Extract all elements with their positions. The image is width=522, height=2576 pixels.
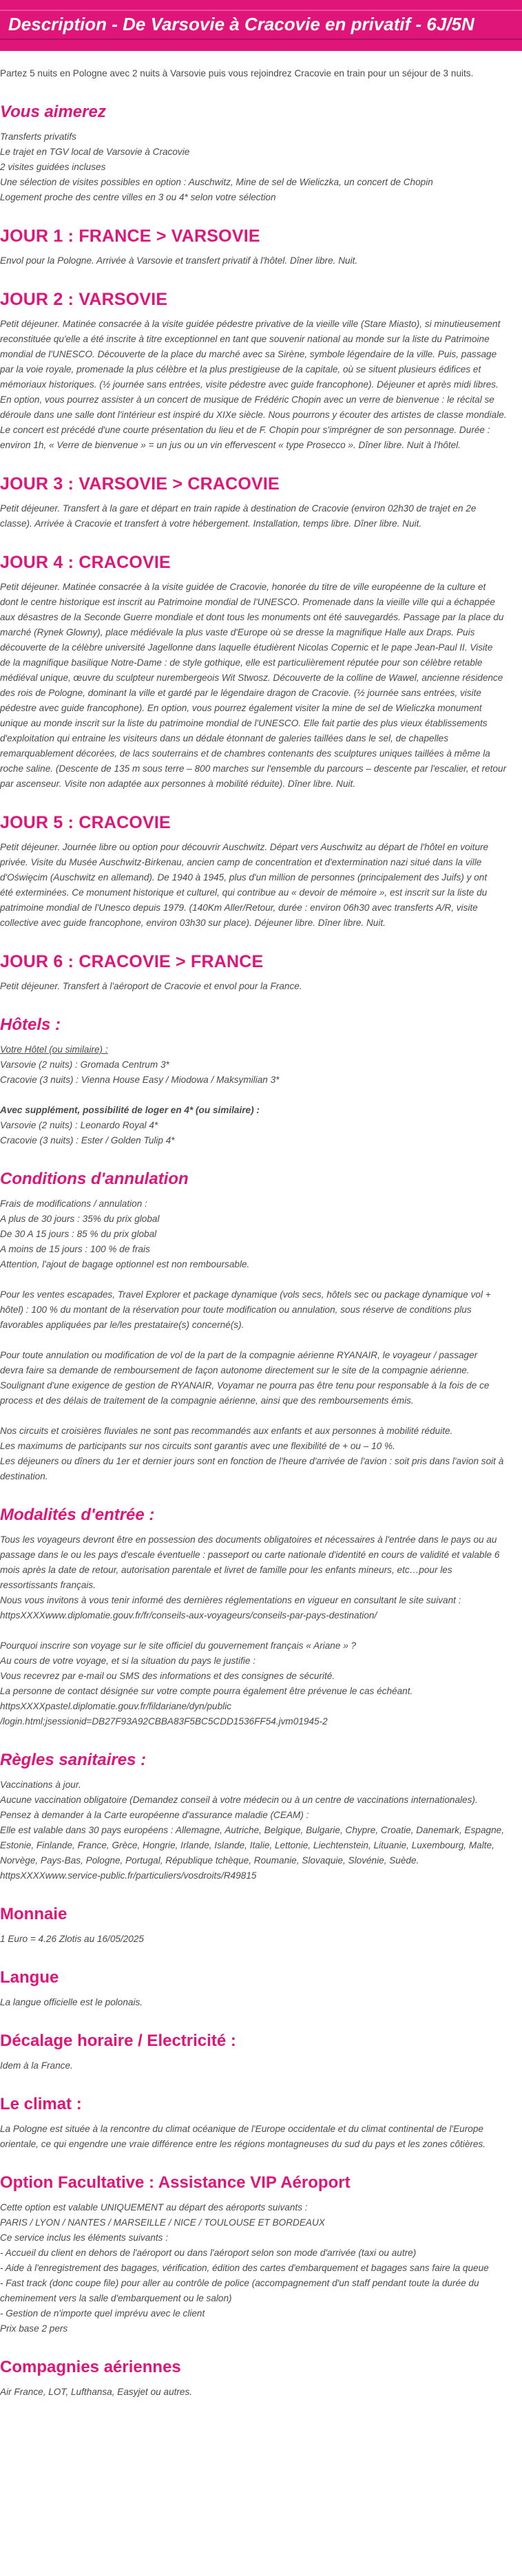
text-line: Aucune vaccination obligatoire (Demandez conseil à votre médecin ou à un centre de vaccinations internationales). [0, 1795, 478, 1805]
text-line: marché (Rynek Glowny), place médiévale la plus vaste d'Europe où se dresse la magnifique Halle aux Draps. Puis [0, 627, 475, 637]
hotels-supp-label: Avec supplément, possibilité de loger en 4* (ou similaire) : [0, 1105, 260, 1115]
text-line: patrimoine mondial de l'Unesco depuis 1979. (140Km Aller/Retour, durée : environ 06h30 avec transferts A/R, visite [0, 902, 478, 913]
compagnies-text: Air France, LOT, Lufthansa, Easyjet ou autres. [0, 2387, 193, 2397]
text-line: Vaccinations à jour. [0, 1780, 81, 1790]
conditions-text [0, 1196, 510, 1484]
day-4-heading: JOUR 4 : CRACOVIE [0, 553, 171, 572]
text-line: process et des délais de traitement de la compagnie aérienne, ainsi que des remboursements émis. [0, 1395, 414, 1406]
text-line: Vous recevrez par e-mail ou SMS des informations et des consignes de sécurité. [0, 1671, 335, 1681]
decalage-text: Idem à la France. [0, 2060, 73, 2071]
day-6-heading: JOUR 6 : CRACOVIE > FRANCE [0, 952, 264, 971]
list-item: Le trajet en TGV local de Varsovie à Cracovie [0, 147, 190, 157]
day-4-text [0, 580, 510, 792]
day-3-heading: JOUR 3 : VARSOVIE > CRACOVIE [0, 474, 280, 494]
option-vip-heading: Option Facultative : Assistance VIP Aéroport [0, 2173, 351, 2192]
regles-text [0, 1777, 510, 1883]
text-line: Frais de modifications / annulation : [0, 1199, 147, 1209]
text-line: - Accueil du client en dehors de l'aéroport ou dans l'aéroport selon son mode d'arrivée (taxi ou autre) [0, 2248, 417, 2258]
vous-aimerez-list [0, 129, 510, 205]
conditions-heading: Conditions d'annulation [0, 1170, 189, 1188]
title-banner [0, 0, 522, 51]
text-line: Pour toute annulation ou modification de vol de la part de la compagnie aérienne RYANAIR, le voyageur / passager [0, 1350, 478, 1360]
text-line: Ce service inclus les éléments suivants : [0, 2232, 169, 2243]
option-vip-text [0, 2200, 510, 2336]
text-line: des rois de Pologne, dominant la ville et gardé par le légendaire dragon de Cracovie. (½ journée sans entrées, visite [0, 688, 481, 698]
text-line: hôtel) : 100 % du montant de la réservation pour toute modification ou annulation, sous réserve de conditions plus [0, 1305, 472, 1315]
text-line: Estonie, Finlande, France, Grèce, Hongrie, Irlande, Islande, Italie, Lettonie, Liechtenstein, Lituanie, Luxembourg, Malte, [0, 1840, 494, 1850]
text-line: roche saline. (Descente de 135 m sous terre – 800 marches sur l'ensemble du parcours – descente par l'escalier, et retour [0, 763, 507, 774]
text-line: par ascenseur. Visite non adaptée aux personnes à mobilité réduite). Dîner libre. Nuit. [0, 779, 356, 789]
hotel-line: Varsovie (2 nuits) : Leonardo Royal 4* [0, 1120, 158, 1130]
text-line: d'exploitation qui entraine les visiteurs dans un dédale étonnant de galeries taillées dans le sel, de chapelles [0, 733, 448, 743]
text-line: Les déjeuners ou dîners du 1er et dernier jours sont en fonction de l'heure d'arrivée de l'avion : soit pris dans l'avion soit à [0, 1456, 504, 1466]
text-line: Petit déjeuner. Transfert à la gare et départ en train rapide à destination de Cracovie (environ 02h30 de trajet en 2e [0, 503, 477, 514]
hotel-line: Cracovie (3 nuits) : Ester / Golden Tulip 4* [0, 1135, 175, 1146]
day-2-heading: JOUR 2 : VARSOVIE [0, 290, 168, 309]
intro-text: Partez 5 nuits en Pologne avec 2 nuits à Varsovie puis vous rejoindrez Cracovie en train pour un séjour de 3 nuits. [0, 68, 474, 78]
text-line: été exterminées. Ce monument historique et culturel, qui contribue au « devoir de mémoire », est inscrit sur la liste du [0, 887, 488, 898]
langue-text: La langue officielle est le polonais. [0, 1997, 143, 2007]
hotels-base-label: Votre Hôtel (ou similaire) : [0, 1044, 108, 1055]
text-line: dont le centre historique est inscrit au Patrimoine mondial de l'UNESCO. Promenade dans la vieille ville qui a échappée [0, 597, 495, 607]
text-line: Petit déjeuner. Journée libre ou option pour découvrir Auschwitz. Départ vers Auschwitz au départ de l'hôtel en voiture [0, 842, 489, 852]
link-text[interactable]: httpsXXXXpastel.diplomatie.gouv.fr/fildariane/dyn/public [0, 1701, 232, 1711]
text-line: pédestre avec guide francophone). En option, vous pourrez également visiter la mine de sel de Wieliczka monument [0, 703, 482, 713]
text-line: A moins de 15 jours : 100 % de frais [0, 1244, 150, 1254]
text-line: Norvège, Pays-Bas, Pologne, Portugal, République tchèque, Roumanie, Slovaquie, Slovénie, Suède. [0, 1855, 419, 1866]
content [0, 66, 510, 2400]
text-line: reconstituée qu'elle a été inscrite à titre exceptionnel en tant que souvenir national au monde sur la liste du Patrimoine [0, 334, 490, 344]
text-line: par la voie royale, promenade la plus célèbre et la plus prestigieuse de la capitale, où se situent plusieurs édifices et [0, 364, 481, 374]
text-line: découverte de la célèbre université Jagellonne dans laquelle étudièrent Nicolas Copernic et le pape Jean-Paul II. Visite [0, 642, 493, 653]
decalage-heading: Décalage horaire / Electricité : [0, 2031, 236, 2050]
hotel-line: Cracovie (3 nuits) : Vienna House Easy / Miodowa / Maksymilian 3* [0, 1075, 280, 1085]
compagnies-heading: Compagnies aériennes [0, 2358, 181, 2376]
text-line: passage dans le ou les pays d'escale éventuelle : passeport ou carte nationale d'identité en cours de validité et valable 6 [0, 1550, 500, 1560]
text-line: mondial de l'UNESCO. Découverte de la place du marché avec sa Sirène, symbole légendaire de la ville. Puis, passage [0, 349, 497, 359]
text-line: cheminement vers la salle d'embarquement ou le salon) [0, 2293, 232, 2303]
text-line: devra faire sa demande de remboursement de façon autonome directement sur le site de la compagnie aérienne. [0, 1365, 470, 1375]
text-line: Pensez à demander à la Carte européenne d'assurance maladie (CEAM) : [0, 1810, 309, 1820]
text-line: classe). Arrivée à Cracovie et transfert à votre hébergement. Installation, temps libre. Dîner libre. Nuit. [0, 518, 422, 529]
modalites-text [0, 1532, 510, 1729]
text-line: En option, vous pourrez assister à un concert de musique de Frédéric Chopin avec un verre de bienvenue : le récital se [0, 394, 494, 405]
text-line: Au cours de votre voyage, et si la situation du pays le justifie : [0, 1656, 256, 1666]
page-title: Description - De Varsovie à Cracovie en privatif - 6J/5N [8, 14, 474, 34]
text-line: destination. [0, 1471, 48, 1481]
text-line: Le concert est précédé d'une courte présentation du lieu et de F. Chopin pour s'imprégner de son personnage. Durée : [0, 425, 490, 435]
text-line: Cette option est valable UNIQUEMENT au départ des aéroports suivants : [0, 2202, 308, 2213]
hotels-heading: Hôtels : [0, 1015, 61, 1034]
text-line: Elle est valable dans 30 pays européens : Allemagne, Autriche, Belgique, Bulgarie, Chypre, Croatie, Danemark, Espagne, [0, 1825, 504, 1835]
modalites-heading: Modalités d'entrée : [0, 1506, 155, 1524]
day-5-text [0, 840, 510, 931]
text-line: unique au monde inscrit sur la liste du patrimoine mondial de l'UNESCO. Elle fait partie des plus vieux établissements [0, 718, 488, 728]
text-line: Petit déjeuner. Matinée consacrée à la visite guidée pédestre privative de la vieille ville (Stare Miasto), si minutieusement [0, 319, 501, 329]
hotel-line: Varsovie (2 nuits) : Gromada Centrum 3* [0, 1059, 169, 1070]
text-line: La personne de contact désignée sur votre compte pourra également être prévenue le cas échéant. [0, 1686, 413, 1696]
text-line: collective avec guide francophone, environ 03h30 sur place). Déjeuner libre. Dîner libre. Nuit. [0, 918, 386, 928]
text-line: Pour les ventes escapades, Travel Explorer et package dynamique (vols secs, hôtels sec ou package dynamique vol + [0, 1289, 491, 1300]
text-line: Soulignant d'une exigence de gestion de RYANAIR, Voyamar ne pourra pas être tenu pour responsable à la fois de ce [0, 1380, 490, 1391]
day-3-text [0, 501, 510, 531]
day-6-text: Petit déjeuner. Transfert à l'aéroport de Cracovie et envol pour la France. [0, 981, 302, 991]
text-line: Petit déjeuner. Matinée consacrée à la visite guidée de Cracovie, honorée du titre de ville européenne de la culture et [0, 582, 486, 592]
link-text[interactable]: httpsXXXXwww.diplomatie.gouv.fr/fr/conseils-aux-voyageurs/conseils-par-pays-destination/ [0, 1610, 377, 1620]
text-line: de la magnifique basilique Notre-Dame : de style gothique, elle est particulièrement réputée pour son célèbre retable [0, 657, 483, 668]
list-item: 2 visites guidées incluses [0, 162, 106, 172]
regles-heading: Règles sanitaires : [0, 1751, 147, 1769]
list-item: Une sélection de visites possibles en option : Auschwitz, Mine de sel de Wieliczka, un concert de Chopin [0, 177, 433, 187]
list-item: Logement proche des centre villes en 3 ou 4* selon votre sélection [0, 192, 276, 202]
text-line: environ 1h, « Verre de bienvenue » = un jus ou un vin effervescent « type Prosecco ». Dîner libre. Nuit à l'hôtel. [0, 440, 461, 450]
text-line: favorables appliquées par le/les prestataire(s) concerné(s). [0, 1320, 244, 1330]
day-5-heading: JOUR 5 : CRACOVIE [0, 813, 171, 832]
monnaie-text: 1 Euro = 4.26 Zlotis au 16/05/2025 [0, 1934, 144, 1944]
climat-heading: Le climat : [0, 2095, 82, 2113]
text-line: mois après la date de retour, autorisation parentale et livret de famille pour les enfants mineurs, etc…pour les [0, 1565, 452, 1575]
text-line: Pourquoi inscrire son voyage sur le site officiel du gouvernement français « Ariane » ? [0, 1640, 357, 1651]
day-1-text: Envol pour la Pologne. Arrivée à Varsovie et transfert privatif à l'hôtel. Dîner libre. Nuit. [0, 255, 358, 266]
text-line: d'Oświęcim (Auschwitz en allemand). De 1940 à 1945, plus d'un million de personnes (principalement des Juifs) y ont [0, 872, 488, 883]
text-line: déroule dans une salle dont l'intérieur est inspiré du XIXe siècle. Nous pourrons y écouter des artistes de classe mondiale. [0, 410, 507, 420]
text-line: Les maximums de participants sur nos circuits sont garantis avec une flexibilité de + ou – 10 %. [0, 1441, 395, 1451]
text-line: orientale, ce qui engendre une vraie différence entre les régions montagneuses du sud du pays et les zones côtières. [0, 2139, 486, 2149]
text-line: Prix base 2 pers [0, 2323, 68, 2334]
link-text[interactable]: /login.html;jsessionid=DB27F93A92CBBA83F5BC5CDD1536FF54.jvm01945-2 [0, 1716, 328, 1727]
day-2-text [0, 317, 510, 453]
text-line: mémoriaux historiques. (½ journée sans entrées, visite pédestre avec guide francophone). Déjeuner et après midi libres. [0, 379, 499, 390]
text-line: De 30 A 15 jours : 85 % du prix global [0, 1229, 157, 1239]
text-line: - Aide à l'enregistrement des bagages, vérification, édition des cartes d'embarquement et bagages sans faire la queue [0, 2263, 489, 2273]
text-line: - Fast track (donc coupe file) pour aller au contrôle de police (accompagnement d'un staff pendant toute la durée du [0, 2278, 479, 2288]
text-line: - Gestion de n'importe quel imprévu avec le client [0, 2308, 205, 2319]
text-line: Nous vous invitons à vous tenir informé des dernières réglementations en vigueur en consultant le site suivant : [0, 1595, 461, 1605]
day-1-heading: JOUR 1 : FRANCE > VARSOVIE [0, 226, 260, 246]
link-text[interactable]: httpsXXXXwww.service-public.fr/particuliers/vosdroits/R49815 [0, 1870, 257, 1881]
text-line: médiéval unique, œuvre du sculpteur nurembergeois Wit Stwosz. Découverte de la colline de Wawel, ancienne résidence [0, 673, 503, 683]
text-line: ressortissants français. [0, 1580, 96, 1590]
langue-heading: Langue [0, 1968, 59, 1987]
text-line: PARIS / LYON / NANTES / MARSEILLE / NICE / TOULOUSE ET BORDEAUX [0, 2217, 325, 2228]
monnaie-heading: Monnaie [0, 1905, 67, 1923]
text-line: A plus de 30 jours : 35% du prix global [0, 1214, 160, 1224]
text-line: Nos circuits et croisières fluviales ne sont pas recommandés aux enfants et aux personnes à mobilité réduite. [0, 1426, 453, 1436]
vous-aimerez-heading: Vous aimerez [0, 103, 106, 121]
text-line: aux désastres de la Seconde Guerre mondiale et dont tous les monuments ont été sauvegardés. Passage par la place du [0, 612, 504, 622]
text-line: privée. Visite du Musée Auschwitz-Birkenau, ancien camp de concentration et d'extermination nazi situé dans la ville [0, 857, 482, 867]
text-line: La Pologne est située à la rencontre du climat océanique de l'Europe occidentale et du climat continental de l'Europe [0, 2124, 483, 2134]
text-line: Attention, l'ajout de bagage optionnel est non remboursable. [0, 1259, 250, 1269]
text-line: Tous les voyageurs devront être en possession des documents obligatoires et nécessaires à l'entrée dans le pays ou au [0, 1534, 497, 1545]
list-item: Transferts privatifs [0, 131, 76, 142]
text-line: remarquablement décorées, de lacs souterrains et de chambres contenants des sculptures uniques taillées à même la [0, 748, 490, 759]
